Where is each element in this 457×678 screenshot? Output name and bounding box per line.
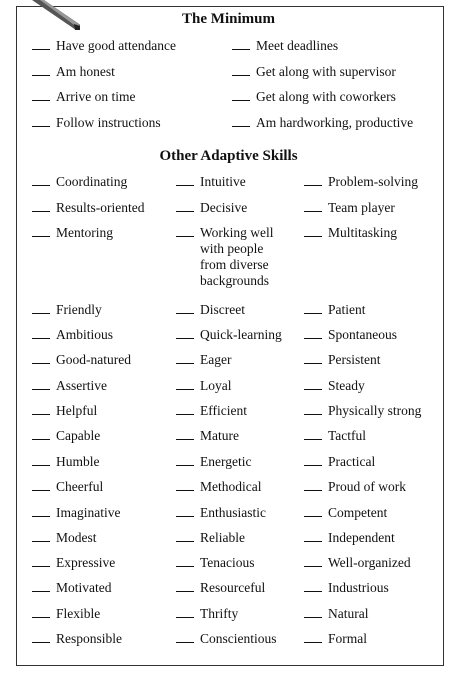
checkbox-blank[interactable] (176, 480, 194, 491)
item-label: Have good attendance (56, 38, 176, 53)
checklist-item[interactable] (176, 555, 255, 571)
item-label: Tactful (328, 428, 367, 443)
item-label: Energetic (200, 454, 252, 469)
checkbox-blank[interactable] (32, 531, 50, 542)
checklist-item[interactable] (176, 631, 277, 647)
checklist-item[interactable] (304, 555, 411, 571)
checklist-item[interactable] (32, 606, 100, 622)
checkbox-blank[interactable] (232, 65, 250, 76)
item-label: Capable (56, 428, 101, 443)
checkbox-blank[interactable] (176, 226, 194, 237)
checklist-item[interactable] (304, 200, 395, 216)
checkbox-blank[interactable] (304, 353, 322, 364)
checkbox-blank[interactable] (176, 201, 194, 212)
checkbox-blank[interactable] (32, 379, 50, 390)
checklist-item[interactable] (32, 505, 120, 521)
checkbox-blank[interactable] (304, 581, 322, 592)
checkbox-blank[interactable] (32, 581, 50, 592)
checklist-item[interactable] (32, 302, 102, 318)
item-label: Responsible (56, 631, 122, 646)
item-label: Natural (328, 606, 369, 621)
checklist-item[interactable] (176, 327, 282, 343)
checklist-item[interactable] (176, 200, 247, 216)
checkbox-blank[interactable] (304, 328, 322, 339)
checklist-item[interactable] (304, 580, 389, 596)
item-label: Helpful (56, 403, 98, 418)
checkbox-blank[interactable] (232, 116, 250, 127)
item-label: Get along with coworkers (256, 89, 396, 104)
item-label: Tenacious (200, 555, 255, 570)
checklist-item[interactable] (32, 428, 100, 444)
checklist-item[interactable] (304, 454, 375, 470)
item-label: Meet deadlines (256, 38, 339, 53)
item-label: Friendly (56, 302, 102, 317)
checklist-item[interactable] (176, 403, 247, 419)
item-label: Reliable (200, 530, 245, 545)
item-label: Coordinating (56, 174, 128, 189)
checkbox-blank[interactable] (304, 632, 322, 643)
item-label: Proud of work (328, 479, 406, 494)
item-label: Working well with people from diverse backgrounds (200, 225, 274, 288)
item-label: Mature (200, 428, 239, 443)
item-label: Flexible (56, 606, 101, 621)
checklist-item[interactable] (176, 505, 266, 521)
checklist-item[interactable] (176, 580, 265, 596)
item-label: Humble (56, 454, 100, 469)
checkbox-blank[interactable] (304, 607, 322, 618)
checkbox-blank[interactable] (32, 429, 50, 440)
checklist-item[interactable] (32, 378, 107, 394)
checkbox-blank[interactable] (176, 556, 194, 567)
checklist-item[interactable] (176, 479, 261, 495)
checkbox-blank[interactable] (32, 455, 50, 466)
checklist-item[interactable] (32, 403, 97, 419)
checkbox-blank[interactable] (232, 39, 250, 50)
item-label: Enthusiastic (200, 505, 266, 520)
item-label: Thrifty (200, 606, 239, 621)
item-label: Am honest (56, 64, 115, 79)
checkbox-blank[interactable] (176, 379, 194, 390)
item-label: Modest (56, 530, 97, 545)
item-label: Cheerful (56, 479, 104, 494)
checkbox-blank[interactable] (32, 506, 50, 517)
item-label: Follow instructions (56, 115, 161, 130)
checkbox-blank[interactable] (176, 353, 194, 364)
item-label: Am hardworking, productive (256, 115, 414, 130)
checklist-item[interactable] (32, 580, 112, 596)
checkbox-blank[interactable] (304, 404, 322, 415)
checklist-item[interactable] (176, 428, 239, 444)
checklist-item[interactable] (304, 352, 381, 368)
checklist-item[interactable] (304, 403, 421, 419)
checkbox-blank[interactable] (32, 65, 50, 76)
checkbox-blank[interactable] (304, 175, 322, 186)
checkbox-blank[interactable] (176, 175, 194, 186)
checkbox-blank[interactable] (32, 328, 50, 339)
minimum-heading: The Minimum (182, 11, 275, 27)
checklist-item[interactable] (176, 174, 246, 190)
checklist-item[interactable] (304, 174, 418, 190)
item-label: Industrious (328, 580, 389, 595)
item-label: Physically strong (328, 403, 422, 418)
item-label: Steady (328, 378, 365, 393)
item-label: Eager (200, 352, 232, 367)
checkbox-blank[interactable] (32, 480, 50, 491)
item-label: Intuitive (200, 174, 246, 189)
checklist-item[interactable] (32, 174, 127, 190)
item-label: Assertive (56, 378, 107, 393)
checklist-item[interactable] (304, 530, 395, 546)
checklist-item[interactable] (32, 89, 135, 105)
item-label: Motivated (56, 580, 112, 595)
checklist-item[interactable] (32, 115, 161, 131)
checklist-item[interactable] (32, 555, 115, 571)
checklist-item[interactable] (32, 38, 176, 54)
checklist-item[interactable] (32, 64, 115, 80)
checklist-item[interactable] (304, 302, 366, 318)
checklist-item[interactable] (232, 89, 396, 105)
checkbox-blank[interactable] (176, 303, 194, 314)
checkbox-blank[interactable] (176, 607, 194, 618)
item-label: Formal (328, 631, 367, 646)
checklist-item[interactable] (304, 327, 397, 343)
item-label: Expressive (56, 555, 116, 570)
checklist-item[interactable] (304, 225, 397, 241)
checkbox-blank[interactable] (304, 455, 322, 466)
item-label: Problem-solving (328, 174, 418, 189)
checkbox-blank[interactable] (32, 353, 50, 364)
item-label: Good-natured (56, 352, 131, 367)
item-label: Team player (328, 200, 395, 215)
checklist-item[interactable] (176, 378, 232, 394)
checkbox-blank[interactable] (32, 404, 50, 415)
checkbox-blank[interactable] (32, 90, 50, 101)
checklist-item[interactable] (32, 327, 113, 343)
checkbox-blank[interactable] (176, 581, 194, 592)
checklist-item[interactable] (32, 225, 113, 241)
checkbox-blank[interactable] (32, 303, 50, 314)
checklist-item[interactable] (176, 530, 245, 546)
checkbox-blank[interactable] (176, 531, 194, 542)
checklist-item[interactable] (304, 505, 387, 521)
item-label: Loyal (200, 378, 232, 393)
checklist-item[interactable] (176, 302, 245, 318)
checkbox-blank[interactable] (176, 455, 194, 466)
item-label: Quick-learning (200, 327, 282, 342)
item-label: Discreet (200, 302, 245, 317)
checklist-item[interactable] (176, 225, 286, 289)
checklist-item[interactable] (232, 64, 396, 80)
checkbox-blank[interactable] (304, 556, 322, 567)
item-label: Conscientious (200, 631, 277, 646)
checklist-item[interactable] (32, 631, 122, 647)
item-label: Get along with supervisor (256, 64, 396, 79)
checklist-item[interactable] (176, 352, 231, 368)
checkbox-blank[interactable] (32, 201, 50, 212)
checklist-item[interactable] (32, 530, 97, 546)
item-label: Efficient (200, 403, 247, 418)
checkbox-blank[interactable] (304, 303, 322, 314)
checkbox-blank[interactable] (304, 531, 322, 542)
checkbox-blank[interactable] (176, 632, 194, 643)
item-label: Decisive (200, 200, 248, 215)
checklist-item[interactable] (304, 606, 368, 622)
checklist-item[interactable] (232, 38, 338, 54)
item-label: Patient (328, 302, 366, 317)
checkbox-blank[interactable] (304, 480, 322, 491)
item-label: Results-oriented (56, 200, 145, 215)
checklist-item[interactable] (232, 115, 413, 131)
checkbox-blank[interactable] (304, 506, 322, 517)
checkbox-blank[interactable] (304, 201, 322, 212)
item-label: Resourceful (200, 580, 266, 595)
checklist-item[interactable] (32, 479, 103, 495)
item-label: Methodical (200, 479, 262, 494)
adaptive-heading: Other Adaptive Skills (159, 148, 298, 164)
checkbox-blank[interactable] (176, 328, 194, 339)
item-label: Ambitious (56, 327, 114, 342)
item-label: Competent (328, 505, 388, 520)
checkbox-blank[interactable] (32, 226, 50, 237)
item-label: Well-organized (328, 555, 411, 570)
checklist-item[interactable] (176, 606, 238, 622)
checkbox-blank[interactable] (176, 429, 194, 440)
item-label: Persistent (328, 352, 381, 367)
item-label: Independent (328, 530, 395, 545)
checklist-item[interactable] (32, 200, 144, 216)
checklist-item[interactable] (304, 479, 406, 495)
item-label: Imaginative (56, 505, 121, 520)
checklist-item[interactable] (304, 378, 365, 394)
checklist-item[interactable] (304, 428, 366, 444)
item-label: Practical (328, 454, 376, 469)
checkbox-blank[interactable] (304, 226, 322, 237)
checklist-item[interactable] (304, 631, 367, 647)
item-label: Mentoring (56, 225, 113, 240)
checkbox-blank[interactable] (32, 607, 50, 618)
item-label: Arrive on time (56, 89, 136, 104)
checklist-item[interactable] (176, 454, 251, 470)
checkbox-blank[interactable] (176, 506, 194, 517)
checkbox-blank[interactable] (176, 404, 194, 415)
checkbox-blank[interactable] (32, 116, 50, 127)
checkbox-blank[interactable] (304, 379, 322, 390)
checkbox-blank[interactable] (32, 175, 50, 186)
checkbox-blank[interactable] (232, 90, 250, 101)
checklist-item[interactable] (32, 454, 100, 470)
checkbox-blank[interactable] (32, 39, 50, 50)
checkbox-blank[interactable] (32, 632, 50, 643)
item-label: Spontaneous (328, 327, 397, 342)
checkbox-blank[interactable] (32, 556, 50, 567)
checkbox-blank[interactable] (304, 429, 322, 440)
item-label: Multitasking (328, 225, 398, 240)
checklist-item[interactable] (32, 352, 131, 368)
